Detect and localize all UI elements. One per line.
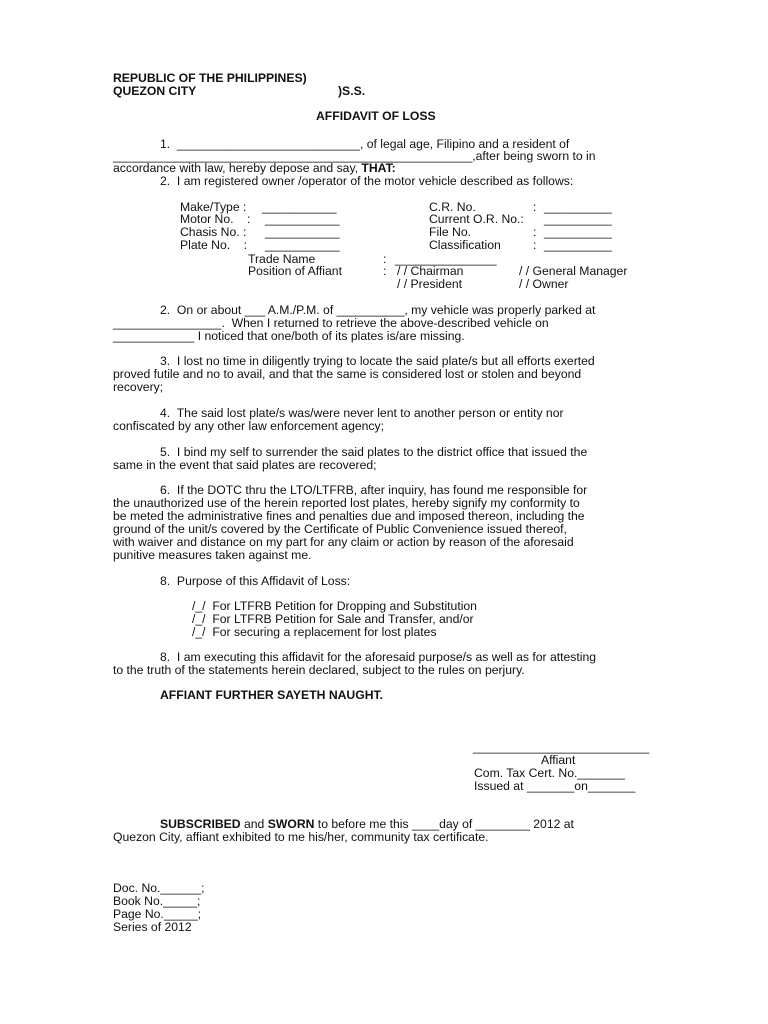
plate-no-label: Plate No. :	[180, 238, 248, 252]
book-no: Book No._____;	[113, 894, 201, 908]
position-colon: :	[383, 264, 387, 278]
chasis-no-blank: ___________	[265, 225, 340, 239]
para6-line2: the unauthorized use of the herein reported lost plates, hereby signify my conformity to	[113, 496, 580, 510]
classification-colon: :	[533, 238, 537, 252]
jurat-and: and	[240, 817, 268, 831]
jurat-sworn: SWORN	[267, 817, 315, 831]
para4-line2: confiscated by any other law enforcement agency;	[113, 419, 384, 433]
or-no-label: Current O.R. No.:	[429, 212, 524, 226]
header-city: QUEZON CITY	[113, 84, 197, 98]
doc-no: Doc. No.______;	[113, 881, 205, 895]
position-chairman: / / Chairman	[397, 264, 464, 278]
affiant-label: Affiant	[541, 753, 576, 767]
file-no-colon: :	[533, 225, 537, 239]
para1-line2: _____________________________________________________,after being sworn to in	[113, 149, 596, 163]
para2b-line1: 2. On or about ___ A.M./P.M. of __________, my vehicle was properly parked at	[160, 303, 596, 317]
purpose-dropping: /_/ For LTFRB Petition for Dropping and Substitution	[192, 599, 477, 613]
motor-no-label: Motor No. :	[180, 212, 251, 226]
document-title: AFFIDAVIT OF LOSS	[316, 109, 436, 123]
para1-line1: 1. ___________________________, of legal age, Filipino and a resident of	[160, 137, 570, 151]
trade-name-blank: _______________	[395, 252, 497, 266]
jurat-subscribed: SUBSCRIBED	[160, 817, 241, 831]
position-president: / / President	[397, 277, 463, 291]
para6-line1: 6. If the DOTC thru the LTO/LTFRB, after inquiry, has found me responsible for	[160, 483, 588, 497]
para4-line1: 4. The said lost plate/s was/were never lent to another person or entity nor	[160, 406, 564, 420]
jurat-line2: Quezon City, affiant exhibited to me his/her, community tax certificate.	[113, 830, 489, 844]
signature-line: __________________________	[473, 740, 650, 754]
purpose-replacement: /_/ For securing a replacement for lost plates	[192, 625, 437, 639]
header-ss: )S.S.	[338, 84, 366, 98]
jurat-rest: to before me this ____day of ________ 2012 at	[314, 817, 574, 831]
motor-no-blank: ___________	[265, 212, 340, 226]
para5-line1: 5. I bind my self to surrender the said plates to the district office that issued the	[160, 445, 588, 459]
series: Series of 2012	[113, 920, 192, 934]
para3-line1: 3. I lost no time in diligently trying to locate the said plate/s but all efforts exerted	[160, 354, 595, 368]
cr-no-blank: __________	[544, 200, 612, 214]
para2-intro: 2. I am registered owner /operator of the motor vehicle described as follows:	[160, 174, 574, 188]
page-no: Page No._____;	[113, 907, 202, 921]
chasis-no-label: Chasis No. :	[180, 225, 247, 239]
classification-blank: __________	[544, 238, 612, 252]
para3-line2: proved futile and no to avail, and that the same is considered lost or stolen and beyond	[113, 367, 582, 381]
cr-no-label: C.R. No.	[429, 200, 476, 214]
issued-at: Issued at _______on_______	[474, 779, 636, 793]
ctc-no: Com. Tax Cert. No._______	[474, 766, 625, 780]
purpose-sale: /_/ For LTFRB Petition for Sale and Transfer, and/or	[192, 612, 474, 626]
trade-name-colon: :	[383, 252, 387, 266]
para8-line1: 8. Purpose of this Affidavit of Loss:	[160, 574, 351, 588]
para8b-line2: to the truth of the statements herein declared, subject to the rules on perjury.	[113, 663, 525, 677]
para5-line2: same in the event that said plates are recovered;	[113, 458, 377, 472]
classification-label: Classification	[429, 238, 501, 252]
cr-no-colon: :	[533, 200, 537, 214]
position-general-manager: / / General Manager	[519, 264, 628, 278]
para6-line6: punitive measures taken against me.	[113, 548, 312, 562]
para1-that: THAT:	[361, 161, 396, 175]
sayeth-naught: AFFIANT FURTHER SAYETH NAUGHT.	[160, 688, 383, 702]
para3-line3: recovery;	[113, 380, 164, 394]
para1-line3-text: accordance with law, hereby depose and say,	[113, 161, 362, 175]
para2b-line3: ____________ I noticed that one/both of its plates is/are missing.	[113, 329, 465, 343]
plate-no-blank: ___________	[265, 238, 340, 252]
header-republic: REPUBLIC OF THE PHILIPPINES)	[113, 71, 307, 85]
trade-name-label: Trade Name	[248, 252, 316, 266]
file-no-blank: __________	[544, 225, 612, 239]
position-owner: / / Owner	[519, 277, 569, 291]
para6-line3: be meted the administrative fines and penalties due and imposed thereon, including the	[113, 509, 585, 523]
position-label: Position of Affiant	[248, 264, 342, 278]
or-no-blank: __________	[544, 212, 612, 226]
make-type-blank: ___________	[262, 200, 337, 214]
file-no-label: File No.	[429, 225, 471, 239]
para8b-line1: 8. I am executing this affidavit for the aforesaid purpose/s as well as for attesting	[160, 650, 597, 664]
make-type-label: Make/Type :	[180, 200, 247, 214]
para6-line4: ground of the unit/s covered by the Certificate of Public Convenience issued thereof,	[113, 522, 567, 536]
para2b-line2: ________________. When I returned to retrieve the above-described vehicle on	[113, 316, 549, 330]
para6-line5: with waiver and distance on my part for any claim or action by reason of the aforesaid	[113, 535, 574, 549]
